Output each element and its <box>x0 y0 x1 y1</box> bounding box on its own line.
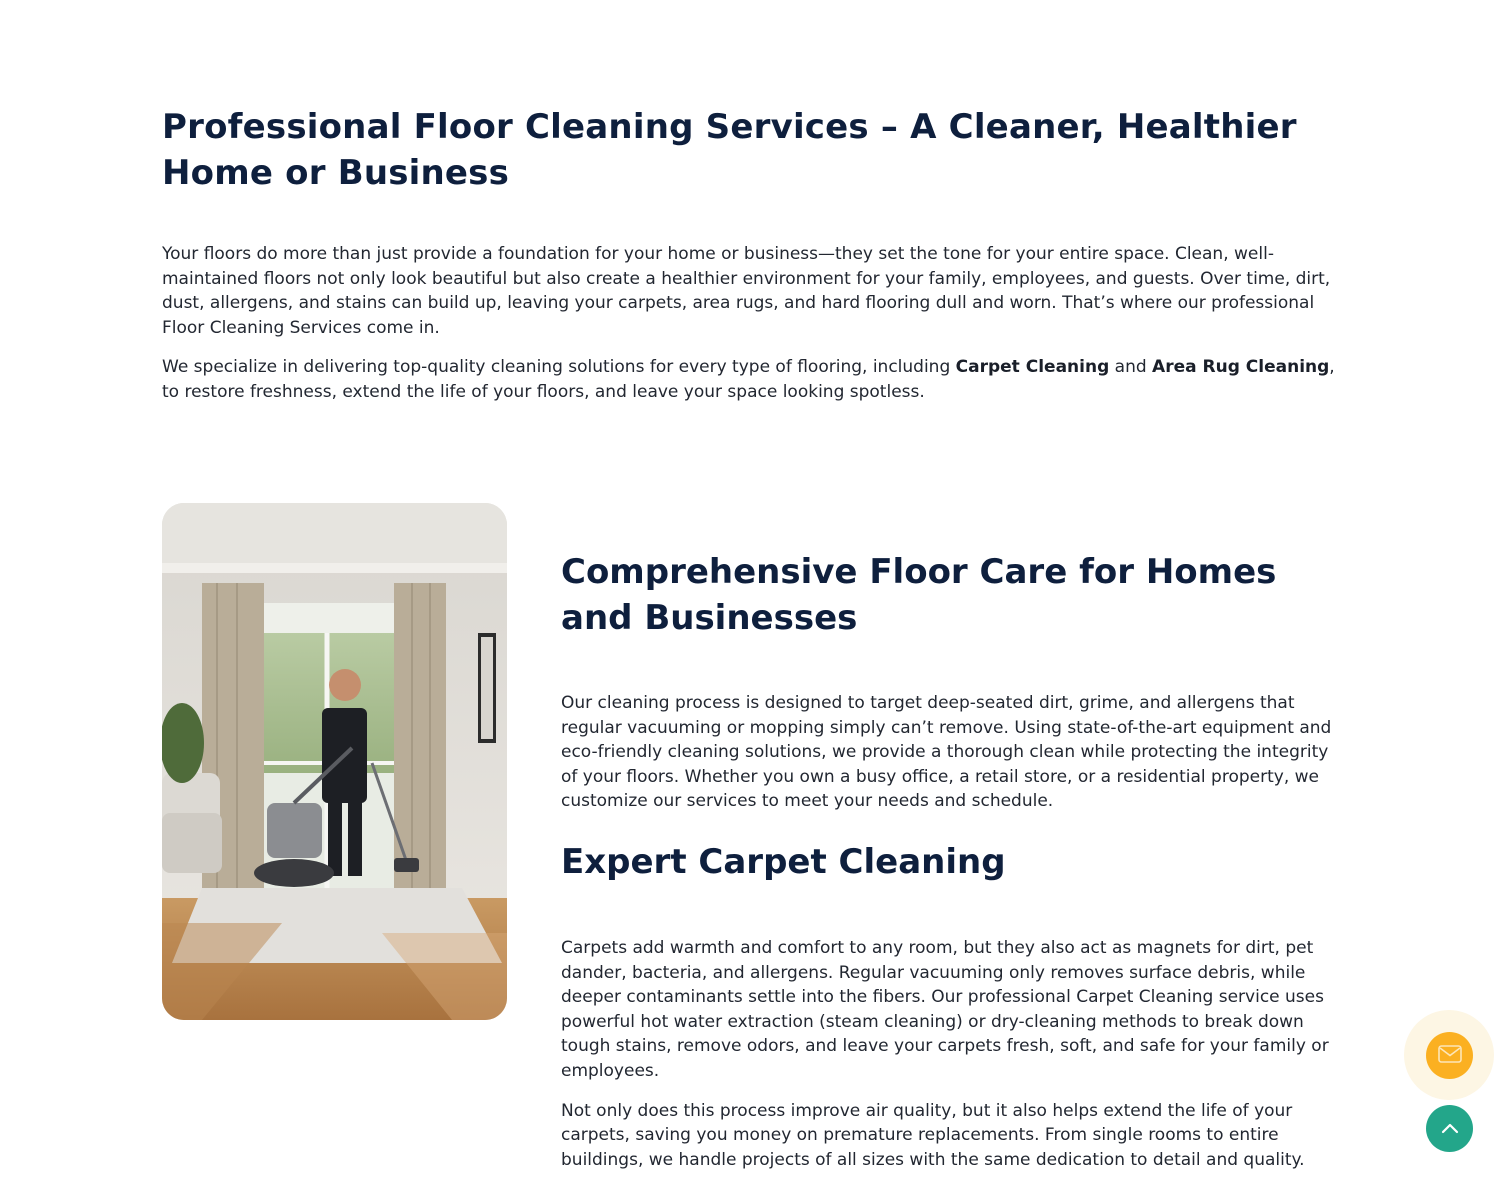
carpet-cleaning-paragraph: Carpets add warmth and comfort to any room, but they also act as magnets for dirt, pet dander, bacteria, and allergens. Regular vacuuming only removes surface debris, while deeper contaminants settle into the fibers. Our professional Carpet Cleaning service uses powerful hot water extraction (steam cleaning) or dry-cleaning methods to break down tough stains, remove odors, and leave your carpets fresh, soft, and safe for your family or employees. <box>561 937 1329 1081</box>
intro-section <box>162 242 1340 420</box>
envelope-icon <box>1438 1045 1462 1067</box>
carpet-cleaning-paragraph-2: Not only does this process improve air quality, but it also helps extend the life of your carpets, saving you money on premature replacements. From single rooms to entire buildings, we handle projects of all sizes with the same dedication to detail and quality. <box>561 1100 1305 1170</box>
floor-care-text <box>561 691 1341 814</box>
page-title: Professional Floor Cleaning Services – A Cleaner, Healthier Home or Business <box>162 107 1297 193</box>
area-rug-cleaning-bold: Area Rug Cleaning <box>1152 357 1330 378</box>
floor-cleaning-photo <box>162 503 507 1020</box>
chat-button[interactable] <box>1426 1032 1473 1079</box>
intro-paragraph-services <box>162 355 1340 404</box>
floor-care-section <box>561 549 1341 1179</box>
intro-text-start: We specialize in delivering top-quality cleaning solutions for every type of flooring, including <box>162 357 956 378</box>
intro-text-mid: and <box>1109 357 1153 378</box>
intro-paragraph: Your floors do more than just provide a foundation for your home or business—they set the tone for your entire space. Clean, well-maintained floors not only look beautiful but also create a healthier environment for your family, employees, and guests. Over time, dirt, dust, allergens, and stains can build up, leaving your carpets, area rugs, and hard flooring dull and worn. That’s where our professional Floor Cleaning Services come in. <box>162 244 1331 338</box>
carpet-cleaning-bold: Carpet Cleaning <box>955 357 1110 378</box>
carpet-cleaning-heading: Expert Carpet Cleaning <box>561 841 1006 882</box>
scroll-to-top-button[interactable] <box>1426 1105 1473 1152</box>
floor-care-heading: Comprehensive Floor Care for Homes and Businesses <box>561 552 1277 638</box>
floor-care-paragraph: Our cleaning process is designed to target deep-seated dirt, grime, and allergens that regular vacuuming or mopping simply can’t remove. Using state-of-the-art equipment and eco-friendly cleaning solutions, we provide a thorough clean while protecting the integrity of your floors. Whether you own a busy office, a retail store, or a residential property, we customize our services to meet your needs and schedule. <box>561 693 1332 812</box>
chevron-up-icon <box>1441 1119 1459 1138</box>
carpet-cleaning-text <box>561 936 1341 1172</box>
intro-text-end: , to restore freshness, extend the life of your floors, and leave your space looking spotless. <box>162 357 1335 402</box>
